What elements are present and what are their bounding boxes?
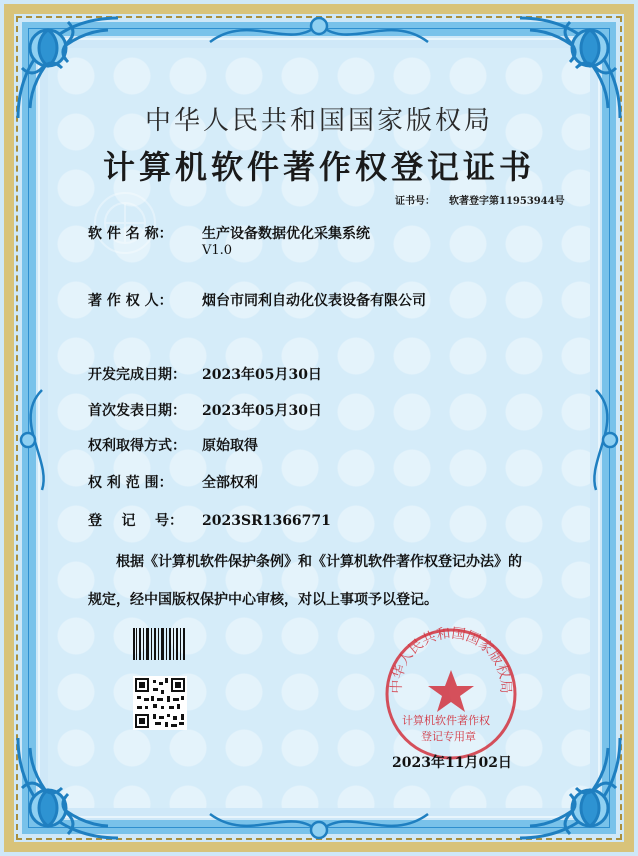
certificate-number-label: 证书号：	[395, 196, 435, 207]
certificate-number	[395, 192, 565, 207]
statement-line-1: 根据《计算机软件保护条例》和《计算机软件著作权登记办法》的	[116, 554, 522, 570]
copyright-owner-value: 烟台市同利自动化仪表设备有限公司	[202, 293, 426, 309]
seal-inner-line-1: 计算机软件著作权	[402, 714, 490, 727]
publication-date-row	[88, 400, 322, 420]
corner-ornament-icon	[8, 728, 128, 848]
corner-ornament-icon	[510, 728, 630, 848]
acquisition-method-label: 权利取得方式：	[88, 438, 186, 454]
completion-date-label: 开发完成日期：	[88, 367, 186, 383]
scope-value: 全部权利	[202, 475, 258, 491]
acquisition-method-value: 原始取得	[202, 438, 258, 454]
software-name-label: 软 件 名 称：	[88, 226, 173, 242]
issuer-title: 中华人民共和国国家版权局	[144, 106, 493, 136]
certificate-number-value: 软著登字第11953944号	[449, 196, 565, 207]
top-ornament-icon	[200, 12, 438, 52]
seal-inner-line-2: 登记专用章	[421, 730, 476, 743]
publication-date-label: 首次发表日期：	[88, 403, 186, 419]
scope-label: 权 利 范 围：	[88, 475, 173, 491]
publication-date-value: 2023年05月30日	[202, 403, 322, 419]
bottom-ornament-icon	[200, 804, 438, 844]
barcode-icon	[133, 628, 185, 660]
seal-ring-text: 中华人民共和国国家版权局	[388, 625, 514, 694]
registration-number-value: 2023SR1366771	[202, 513, 331, 529]
registration-number-row	[88, 510, 331, 530]
completion-date-value: 2023年05月30日	[202, 367, 322, 383]
statement-line-2: 规定，经中国版权保护中心审核，对以上事项予以登记。	[88, 592, 438, 608]
software-version: V1.0	[202, 243, 233, 258]
certificate-title: 计算机软件著作权登记证书	[102, 148, 535, 186]
software-name-row	[88, 223, 370, 243]
side-ornament-icon	[586, 380, 626, 500]
completion-date-row	[88, 364, 322, 384]
side-ornament-icon	[12, 380, 52, 500]
qr-code-icon	[133, 676, 187, 730]
copyright-owner-row	[88, 290, 426, 310]
software-name-value: 生产设备数据优化采集系统	[202, 226, 370, 242]
scope-row	[88, 472, 258, 492]
copyright-owner-label: 著 作 权 人：	[88, 293, 173, 309]
registration-number-label: 登 记 号：	[88, 513, 183, 529]
issue-date: 2023年11月02日	[392, 755, 512, 771]
acquisition-method-row	[88, 435, 258, 455]
